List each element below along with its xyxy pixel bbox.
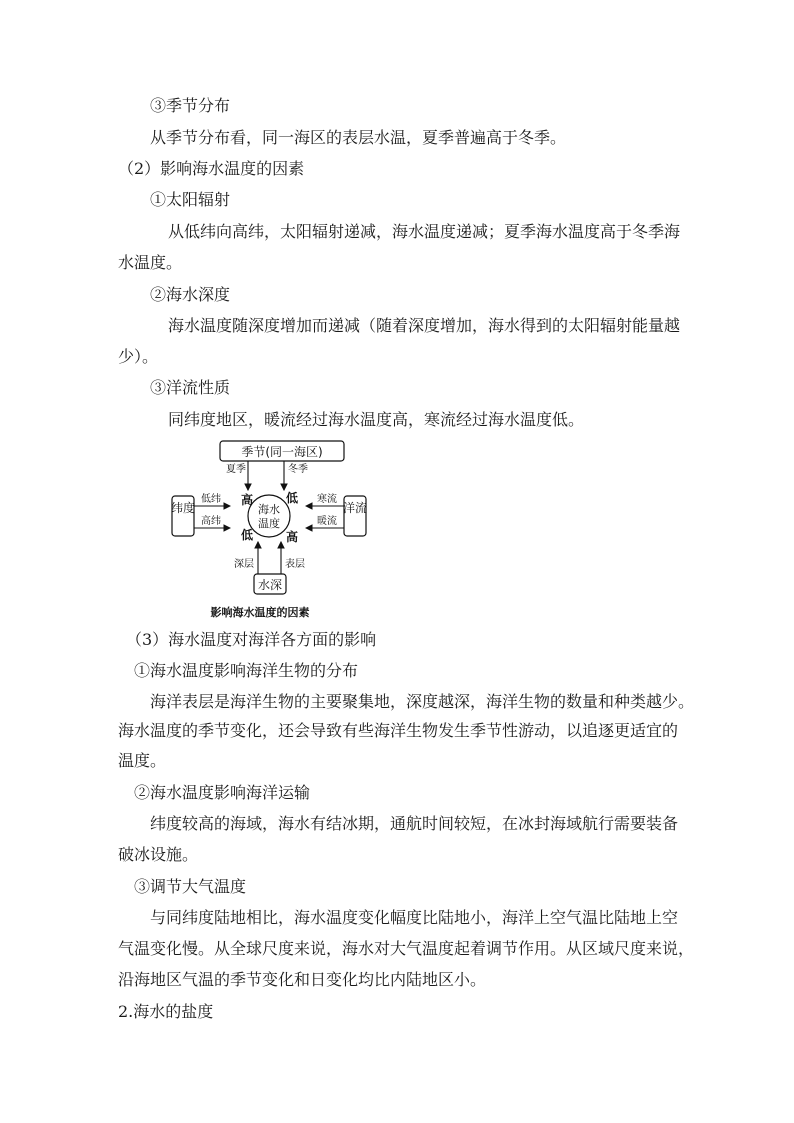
- surface-layer-label: 表层: [285, 559, 305, 570]
- biology-heading: ①海水温度影响海洋生物的分布: [134, 661, 359, 680]
- transport-heading: ②海水温度影响海洋运输: [134, 783, 311, 802]
- depth-body-line1: 海水温度随深度增加而递减（随着深度增加，海水得到的太阳辐射能量越: [168, 316, 681, 335]
- solar-heading: ①太阳辐射: [150, 190, 231, 209]
- season-box-label: 季节(同一海区): [241, 445, 323, 459]
- water-temp-circle: [248, 495, 290, 537]
- mark-low-bottom: 低: [240, 528, 254, 542]
- cold-current-label: 寒流: [317, 494, 337, 505]
- current-heading: ③洋流性质: [150, 378, 231, 397]
- biology-line2: 海水温度的季节变化，还会导致有些海洋生物发生季节性游动，以追逐更适宜的: [118, 721, 679, 740]
- mark-high-top: 高: [240, 493, 254, 507]
- climate-line1: 与同纬度陆地相比，海水温度变化幅度比陆地小，海洋上空气温比陆地上空: [150, 908, 679, 927]
- mark-low-top: 低: [285, 491, 299, 505]
- factors-heading: （2）影响海水温度的因素: [118, 159, 305, 178]
- seasonal-body: 从季节分布看，同一海区的表层水温，夏季普遍高于冬季。: [150, 128, 567, 147]
- solar-body-line2: 水温度。: [118, 253, 183, 272]
- biology-line3: 温度。: [118, 751, 167, 770]
- transport-line1: 纬度较高的海域，海水有结冰期，通航时间较短，在冰封海域航行需要装备: [150, 814, 679, 833]
- climate-line3: 沿海地区气温的季节变化和日变化均比内陆地区小。: [118, 970, 487, 989]
- center-label-line1: 海水: [258, 503, 280, 516]
- center-label-line2: 温度: [258, 517, 280, 530]
- seasonal-heading: ③季节分布: [150, 96, 231, 115]
- warm-current-label: 暖流: [317, 516, 337, 527]
- latitude-box-label: 纬度: [170, 501, 196, 515]
- winter-label: 冬季: [288, 464, 308, 475]
- biology-line1: 海洋表层是海洋生物的主要聚集地，深度越深，海洋生物的数量和种类越少。: [150, 692, 695, 711]
- summer-label: 夏季: [226, 464, 246, 475]
- current-body: 同纬度地区，暖流经过海水温度高，寒流经过海水温度低。: [168, 410, 585, 429]
- climate-heading: ③调节大气温度: [134, 877, 247, 896]
- transport-line2: 破冰设施。: [118, 845, 199, 864]
- factors-diagram: [168, 436, 398, 626]
- effects-heading: （3）海水温度对海洋各方面的影响: [126, 630, 377, 649]
- mark-high-bottom: 高: [285, 530, 299, 544]
- current-box-label: 洋流: [342, 501, 368, 515]
- low-latitude-label: 低纬: [201, 494, 221, 505]
- depth-heading: ②海水深度: [150, 285, 231, 304]
- diagram-caption: 影响海水温度的因素: [210, 606, 310, 619]
- depth-body-line2: 少）。: [118, 347, 159, 366]
- depth-box-label: 水深: [257, 578, 283, 592]
- salinity-heading: 2.海水的盐度: [118, 1002, 214, 1021]
- solar-body-line1: 从低纬向高纬，太阳辐射递减，海水温度递减；夏季海水温度高于冬季海: [168, 222, 681, 241]
- factors-diagram-svg: [168, 436, 398, 626]
- climate-line2: 气温变化慢。从全球尺度来说，海水对大气温度起着调节作用。从区域尺度来说，: [118, 939, 695, 958]
- deep-layer-label: 深层: [234, 559, 254, 570]
- high-latitude-label: 高纬: [201, 516, 221, 527]
